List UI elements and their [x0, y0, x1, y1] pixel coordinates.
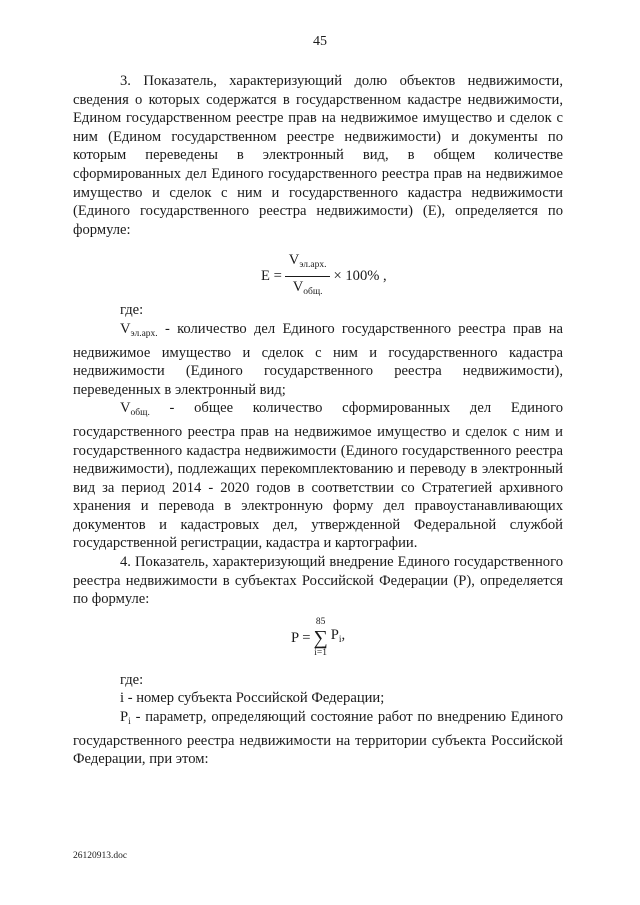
where-label-1: где:	[120, 302, 144, 319]
def1-text: - количество дел Единого государственного реестра прав на недвижимое имущество и сделок с ним и государственного кадастра недвижимости (Единого государственного реестра недвижимости), переведенных в электронный вид;	[73, 320, 563, 398]
def-pi-text: - параметр, определяющий состояние работ по внедрению Единого государственного реестра недвижимости на территории субъекта Российской Федерации, при этом:	[73, 709, 563, 768]
summation-sign	[313, 617, 327, 659]
formula-e	[73, 239, 563, 301]
def1-symbol: V	[120, 320, 131, 337]
definition-pi	[73, 708, 563, 769]
page-number: 45	[313, 34, 327, 49]
where-label-2: где:	[120, 671, 144, 688]
formula-p-term: P	[330, 627, 339, 644]
document-body	[73, 72, 563, 769]
formula-e-num-v: V	[288, 252, 300, 269]
formula-p-tail: ,	[341, 627, 346, 644]
def1-subscript: эл.арх.	[130, 328, 158, 339]
formula-e-num-sub: эл.арх.	[299, 260, 327, 271]
formula-p-lhs: P =	[291, 629, 311, 646]
sum-upper-limit: 85	[315, 616, 326, 627]
paragraph-4: 4. Показатель, характеризующий внедрение Единого государственного реестра недвижимости в субъектах Российской Федерации (Р), определяется по формуле:	[73, 554, 563, 608]
formula-p-term-sub: i	[338, 635, 342, 646]
formula-e-rhs: × 100% ,	[333, 268, 387, 285]
sigma-icon: ∑	[313, 626, 328, 649]
paragraph-3: 3. Показатель, характеризующий долю объектов недвижимости, сведения о которых содержатся в государственном кадастре недвижимости, Едином государственном реестре прав на недвижимое имущество и сделок с ним (Едином государственном реестре недвижимости) и документы по которым переведены в электронный вид, в общем количестве сформированных дел Единого государственного реестра прав на недвижимое имущество и сделок с ним и государственного кадастра недвижимости (Единого государственного реестра недвижимости) (Е), определяется по формуле:	[73, 73, 563, 238]
def2-symbol: V	[120, 400, 131, 417]
def2-text: - общее количество сформированных дел Единого государственного реестра прав на недвижимое имущество и сделок с ним и государственного кадастра недвижимости (Единого государственного реестра недвижимости), подлежащих перекомплектованию и переводу в электронный вид за период 2014 - 2020 годов в соответствии со Стратегией архивного хранения и перевода в электронную форму дел правоустанавливающих документов и кадастровых дел, утвержденной Федеральной службой государственной регистрации, кадастра и картографии.	[73, 400, 563, 552]
sum-lower-limit: i=1	[314, 647, 327, 658]
document-filename: 26120913.doc	[73, 851, 128, 861]
definition-v-total	[73, 399, 563, 553]
def-pi-symbol: P	[120, 709, 129, 726]
formula-e-den-v: V	[292, 278, 304, 295]
formula-e-den-sub: общ.	[303, 286, 323, 297]
formula-e-lhs: E =	[261, 268, 282, 285]
definition-i: i - номер субъекта Российской Федерации;	[120, 690, 385, 707]
formula-p	[73, 609, 563, 671]
definition-v-el-arch	[73, 320, 563, 399]
def-pi-subscript: i	[128, 717, 131, 728]
formula-e-fraction	[285, 251, 331, 301]
def2-subscript: общ.	[130, 408, 150, 419]
